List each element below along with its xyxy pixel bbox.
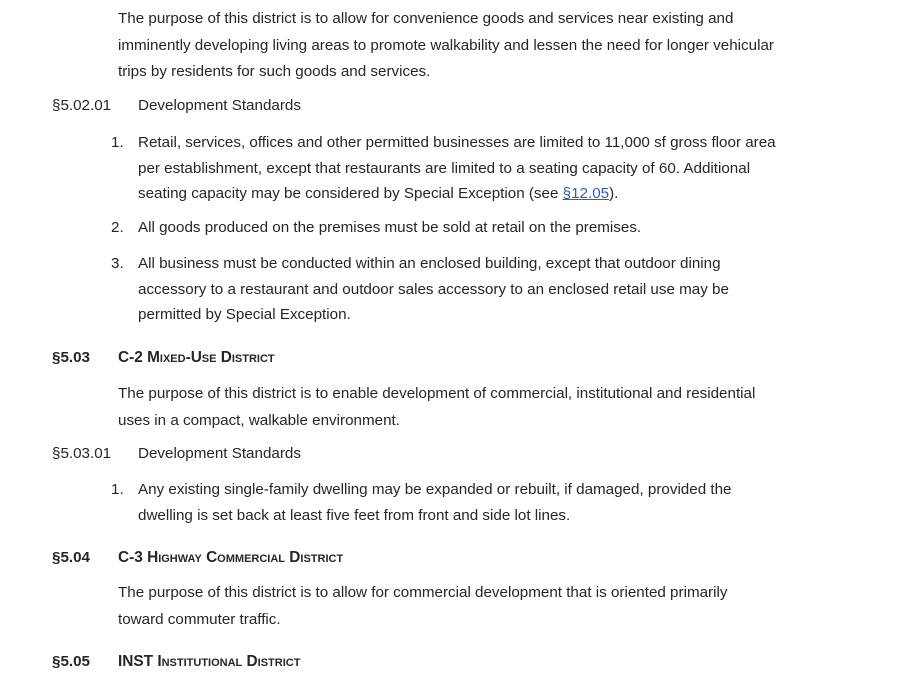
item-text: seating capacity may be considered by Special Exception (see [138,185,563,202]
section-title: Development Standards [138,97,301,114]
paragraph-line: uses in a compact, walkable environment. [118,411,400,429]
item-line: dwelling is set back at least five feet from front and side lot lines. [138,506,571,524]
list-marker: 1. [111,134,124,151]
section-number: §5.03.01 [52,445,112,462]
item-text: ). [609,185,619,202]
paragraph-line: The purpose of this district is to enable development of commercial, institutional and residential [118,385,756,402]
list-marker: 2. [111,219,124,236]
list-marker: 3. [111,255,124,272]
section-number: §5.04 [52,549,91,566]
list-marker: 1. [111,481,124,498]
section-heading-5-04 [52,547,343,569]
item-line: accessory to a restaurant and outdoor sales accessory to an enclosed retail use may be [138,280,729,298]
list-item-5-02-01-1 [111,130,776,207]
section-title: INST Institutional District [118,653,301,670]
section-heading-5-05 [52,651,300,673]
paragraph-line: The purpose of this district is to allow for commercial development that is oriented primarily [118,584,728,601]
c2-purpose-paragraph [118,381,755,434]
c3-purpose-paragraph [118,580,727,633]
list-item-5-02-01-2 [111,215,641,241]
paragraph-line: The purpose of this district is to allow for convenience goods and services near existing and [118,10,734,27]
section-number: §5.05 [52,653,91,670]
item-line: per establishment, except that restaurants are limited to a seating capacity of 60. Additional [138,159,751,177]
list-item-5-03-01-1 [111,477,731,528]
paragraph-line: toward commuter traffic. [118,610,281,628]
section-title: Development Standards [138,445,301,462]
item-line: permitted by Special Exception. [138,306,351,323]
section-title: C-2 Mixed-Use District [118,349,275,366]
section-title: C-3 Highway Commercial District [118,549,344,566]
item-line: Any existing single-family dwelling may be expanded or rebuilt, if damaged, provided the [138,481,732,498]
paragraph-line: imminently developing living areas to promote walkability and lessen the need for longer vehicular [118,36,774,54]
section-heading-5-03 [52,347,275,369]
item-line [138,181,776,207]
item-line: All goods produced on the premises must be sold at retail on the premises. [138,219,642,236]
c1-purpose-paragraph [118,6,774,86]
section-number: §5.02.01 [52,97,112,114]
section-heading-5-02-01 [52,95,301,117]
item-line: Retail, services, offices and other permitted businesses are limited to 11,000 sf gross floor area [138,134,776,151]
item-line: All business must be conducted within an enclosed building, except that outdoor dining [138,255,721,272]
list-item-5-02-01-3 [111,251,729,328]
section-12-05-link[interactable]: §12.05 [562,185,610,202]
section-heading-5-03-01 [52,443,301,465]
paragraph-line: trips by residents for such goods and services. [118,63,431,80]
section-number: §5.03 [52,349,91,366]
